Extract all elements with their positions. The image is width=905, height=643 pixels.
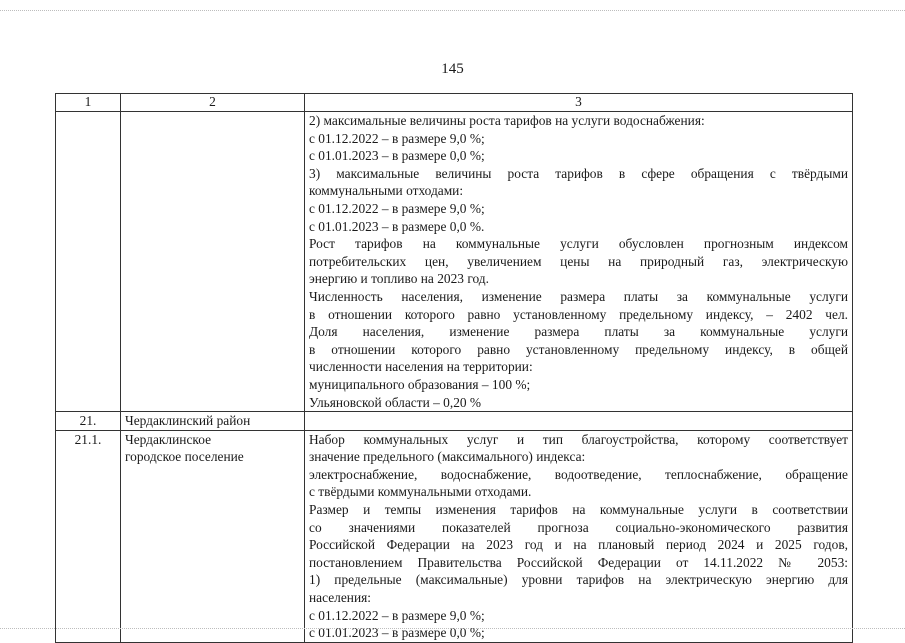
text-line: с твёрдыми коммунальными отходами. bbox=[309, 484, 532, 500]
description-cell bbox=[305, 112, 853, 412]
row-number-cell: 21.1. bbox=[56, 430, 121, 642]
column-header-2: 2 bbox=[121, 94, 305, 112]
table-row bbox=[56, 430, 853, 642]
text-line: потребительских цен, увеличением цены на природный газ, электрическую bbox=[309, 253, 848, 269]
text-line: населения: bbox=[309, 590, 371, 606]
description-cell bbox=[305, 412, 853, 431]
text-line: с 01.01.2023 – в размере 0,0 %; bbox=[309, 625, 485, 641]
table-header-row bbox=[56, 94, 853, 112]
text-line: значение предельного (максимального) индекса: bbox=[309, 449, 586, 465]
text-line: Доля населения, изменение размера платы за коммунальные услуги bbox=[309, 324, 848, 340]
text-line: постановлением Правительства Российской Федерации от 14.11.2022 № 2053: bbox=[309, 554, 848, 570]
text-line: со значениями показателей прогноза социально-экономического развития bbox=[309, 519, 848, 535]
text-line: 3) максимальные величины роста тарифов в сфере обращения с твёрдыми bbox=[309, 165, 848, 181]
text-line: 1) предельные (максимальные) уровни тарифов на электрическую энергию для bbox=[309, 572, 848, 588]
page-number: 145 bbox=[441, 61, 464, 77]
column-header-1: 1 bbox=[56, 94, 121, 112]
text-line: с 01.12.2022 – в размере 9,0 %; bbox=[309, 607, 485, 623]
text-line: Размер и темпы изменения тарифов на коммунальные услуги в соответствии bbox=[309, 502, 848, 518]
row-number-cell bbox=[56, 112, 121, 412]
scan-edge-bottom bbox=[0, 628, 905, 630]
scan-edge-top bbox=[0, 10, 905, 12]
text-line: энергию и топливо на 2023 год. bbox=[309, 271, 489, 287]
text-line: муниципального образования – 100 %; bbox=[309, 376, 531, 392]
column-header-3: 3 bbox=[305, 94, 853, 112]
text-line: коммунальными отходами: bbox=[309, 183, 464, 199]
text-line: с 01.01.2023 – в размере 0,0 %; bbox=[309, 148, 485, 164]
tariff-table bbox=[55, 93, 853, 643]
text-line: 2) максимальные величины роста тарифов на услуги водоснабжения: bbox=[309, 113, 705, 128]
text-line: в отношении которого равно установленному предельному индексу, – 2402 чел. bbox=[309, 306, 848, 322]
text-line: численности населения на территории: bbox=[309, 359, 533, 375]
text-line: Ульяновской области – 0,20 % bbox=[309, 394, 482, 410]
text-line: с 01.12.2022 – в размере 9,0 %; bbox=[309, 130, 485, 146]
text-line: Рост тарифов на коммунальные услуги обусловлен прогнозным индексом bbox=[309, 236, 848, 252]
table-row bbox=[56, 412, 853, 431]
municipality-cell: Чердаклинский район bbox=[121, 412, 305, 431]
text-line: с 01.12.2022 – в размере 9,0 %; bbox=[309, 200, 485, 216]
text-line: с 01.01.2023 – в размере 0,0 %. bbox=[309, 218, 485, 234]
row-number-cell: 21. bbox=[56, 412, 121, 431]
text-line: Российской Федерации на 2023 год и на плановый период 2024 и 2025 годов, bbox=[309, 537, 848, 553]
table-row bbox=[56, 112, 853, 412]
text-line: Численность населения, изменение размера платы за коммунальные услуги bbox=[309, 288, 848, 304]
text-line: в отношении которого равно установленному предельному индексу, в общей bbox=[309, 341, 848, 357]
description-cell bbox=[305, 430, 853, 642]
municipality-cell bbox=[121, 112, 305, 412]
text-line: Набор коммунальных услуг и тип благоустройства, которому соответствует bbox=[309, 431, 848, 447]
text-line: электроснабжение, водоснабжение, водоотведение, теплоснабжение, обращение bbox=[309, 466, 848, 482]
municipality-cell: Чердаклинское городское поселение bbox=[121, 430, 305, 642]
